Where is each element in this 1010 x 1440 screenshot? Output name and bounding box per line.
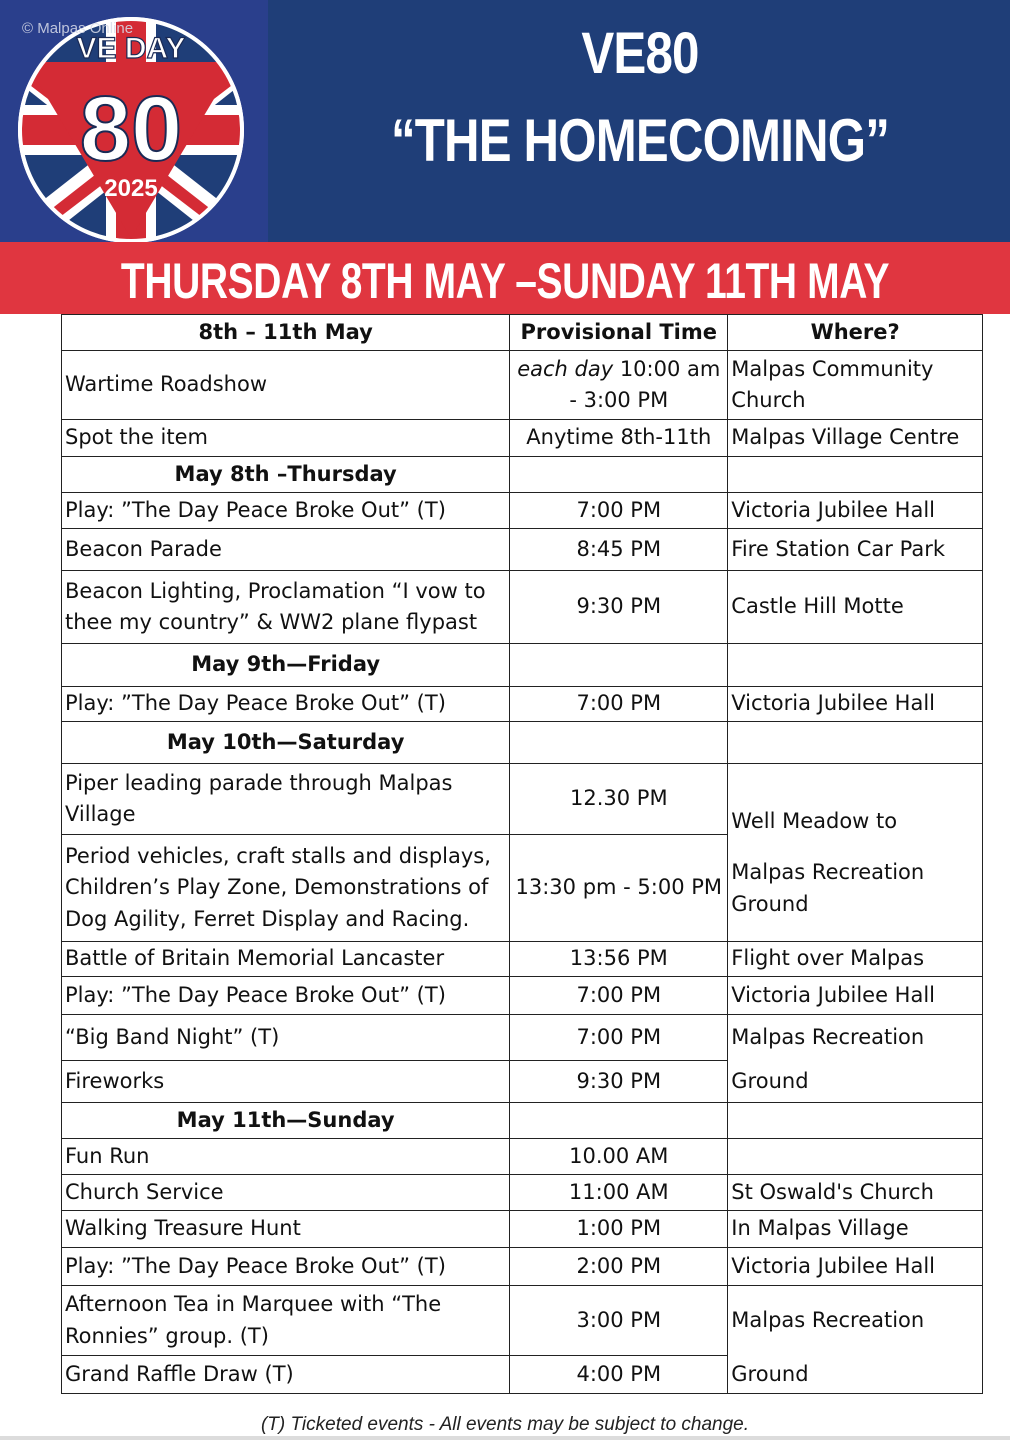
activity-cell: Wartime Roadshow	[62, 351, 510, 420]
header-time: Provisional Time	[510, 315, 728, 351]
activity-cell: Period vehicles, craft stalls and displays, Children’s Play Zone, Demonstrations of Dog Agility, Ferret Display and Racing.	[62, 835, 510, 942]
table-header-row	[62, 315, 983, 351]
bottom-strip	[0, 1436, 1010, 1440]
activity-cell: Grand Raffle Draw (T)	[62, 1356, 510, 1394]
time-cell: 13:30 pm - 5:00 PM	[510, 835, 728, 942]
location-cell: Victoria Jubilee Hall	[728, 687, 983, 722]
location-cell: Malpas Recreation	[728, 1286, 983, 1356]
table-row	[62, 529, 983, 571]
activity-cell: Battle of Britain Memorial Lancaster	[62, 942, 510, 977]
footer-note: (T) Ticketed events - All events may be subject to change.	[260, 1414, 750, 1435]
table-row	[62, 351, 983, 420]
empty-cell	[728, 644, 983, 687]
header-dates: 8th – 11th May	[62, 315, 510, 351]
empty-cell	[510, 644, 728, 687]
day-row	[62, 722, 983, 764]
time-cell: 13:56 PM	[510, 942, 728, 977]
activity-cell: Play: ”The Day Peace Broke Out” (T)	[62, 493, 510, 529]
time-cell: 10.00 AM	[510, 1139, 728, 1175]
activity-cell: Church Service	[62, 1175, 510, 1211]
activity-cell: “Big Band Night” (T)	[62, 1015, 510, 1061]
location-cell: St Oswald's Church	[728, 1175, 983, 1211]
copyright-watermark: © Malpas Online	[22, 20, 134, 37]
empty-cell	[728, 457, 983, 493]
logo-number: 80	[79, 78, 183, 180]
time-cell: 8:45 PM	[510, 529, 728, 571]
activity-cell: Play: ”The Day Peace Broke Out” (T)	[62, 1248, 510, 1286]
time-cell: 7:00 PM	[510, 493, 728, 529]
table-row	[62, 1286, 983, 1356]
title-homecoming: “THE HOMECOMING”	[390, 107, 889, 174]
location-cell: Ground	[728, 1356, 983, 1394]
time-italic: each day	[517, 356, 614, 381]
time-cell: 11:00 AM	[510, 1175, 728, 1211]
activity-cell: Play: ”The Day Peace Broke Out” (T)	[62, 687, 510, 722]
schedule-table	[61, 314, 983, 1394]
empty-cell	[728, 722, 983, 764]
time-cell: 12.30 PM	[510, 764, 728, 835]
table-row	[62, 1211, 983, 1248]
location-cell: Fire Station Car Park	[728, 529, 983, 571]
date-band-text: THURSDAY 8TH MAY –SUNDAY 11TH MAY 2025	[120, 253, 890, 367]
day-heading: May 8th –Thursday	[62, 457, 510, 493]
table-row	[62, 571, 983, 644]
time-cell: 7:00 PM	[510, 977, 728, 1015]
header-where: Where?	[728, 315, 983, 351]
activity-cell: Beacon Parade	[62, 529, 510, 571]
activity-cell: Piper leading parade through Malpas Village	[62, 764, 510, 835]
location-cell: In Malpas Village	[728, 1211, 983, 1248]
table-row	[62, 1015, 983, 1061]
location-cell: Malpas Recreation	[728, 1015, 983, 1061]
table-row	[62, 1356, 983, 1394]
location-cell: Victoria Jubilee Hall	[728, 977, 983, 1015]
table-row	[62, 1248, 983, 1286]
activity-cell: Play: ”The Day Peace Broke Out” (T)	[62, 977, 510, 1015]
activity-cell: Afternoon Tea in Marquee with “The Ronnies” group. (T)	[62, 1286, 510, 1356]
table-row	[62, 687, 983, 722]
location-cell: Victoria Jubilee Hall	[728, 493, 983, 529]
ve-day-logo	[0, 0, 268, 242]
table-row	[62, 1139, 983, 1175]
location-cell: Victoria Jubilee Hall	[728, 1248, 983, 1286]
location-cell: Ground	[728, 1061, 983, 1103]
location-cell: Castle Hill Motte	[728, 571, 983, 644]
activity-cell: Walking Treasure Hunt	[62, 1211, 510, 1248]
table-row	[62, 420, 983, 457]
time-rest: 10:00 am - 3:00 PM	[569, 356, 721, 412]
empty-cell	[728, 1103, 983, 1139]
time-cell: 7:00 PM	[510, 1015, 728, 1061]
table-row	[62, 1061, 983, 1103]
time-cell	[510, 351, 728, 420]
time-cell: Anytime 8th-11th	[510, 420, 728, 457]
location-line-2: Malpas Recreation Ground	[731, 860, 925, 916]
time-cell: 4:00 PM	[510, 1356, 728, 1394]
empty-cell	[510, 722, 728, 764]
activity-cell: Beacon Lighting, Proclamation “I vow to thee my country” & WW2 plane flypast	[62, 571, 510, 644]
location-cell: Flight over Malpas	[728, 942, 983, 977]
empty-cell	[510, 1103, 728, 1139]
logo-year: 2025	[104, 175, 158, 202]
day-heading: May 11th—Sunday	[62, 1103, 510, 1139]
time-cell: 7:00 PM	[510, 687, 728, 722]
day-row	[62, 1103, 983, 1139]
time-cell: 9:30 PM	[510, 1061, 728, 1103]
table-row	[62, 764, 983, 835]
location-line-1: Well Meadow to	[731, 809, 898, 833]
location-cell-merged	[728, 764, 983, 942]
day-heading: May 10th—Saturday	[62, 722, 510, 764]
logo-top-text: VE DAY	[76, 32, 186, 65]
time-cell: 3:00 PM	[510, 1286, 728, 1356]
activity-cell: Fireworks	[62, 1061, 510, 1103]
location-cell: Malpas Community Church	[728, 351, 983, 420]
location-cell: Malpas Village Centre	[728, 420, 983, 457]
table-row	[62, 977, 983, 1015]
time-cell: 1:00 PM	[510, 1211, 728, 1248]
day-row	[62, 457, 983, 493]
table-row	[62, 1175, 983, 1211]
time-cell: 2:00 PM	[510, 1248, 728, 1286]
time-cell: 9:30 PM	[510, 571, 728, 644]
day-heading: May 9th—Friday	[62, 644, 510, 687]
title-ve80: VE80	[581, 21, 699, 86]
table-row	[62, 493, 983, 529]
day-row	[62, 644, 983, 687]
empty-cell	[510, 457, 728, 493]
activity-cell: Spot the item	[62, 420, 510, 457]
location-cell	[728, 1139, 983, 1175]
activity-cell: Fun Run	[62, 1139, 510, 1175]
table-row	[62, 942, 983, 977]
